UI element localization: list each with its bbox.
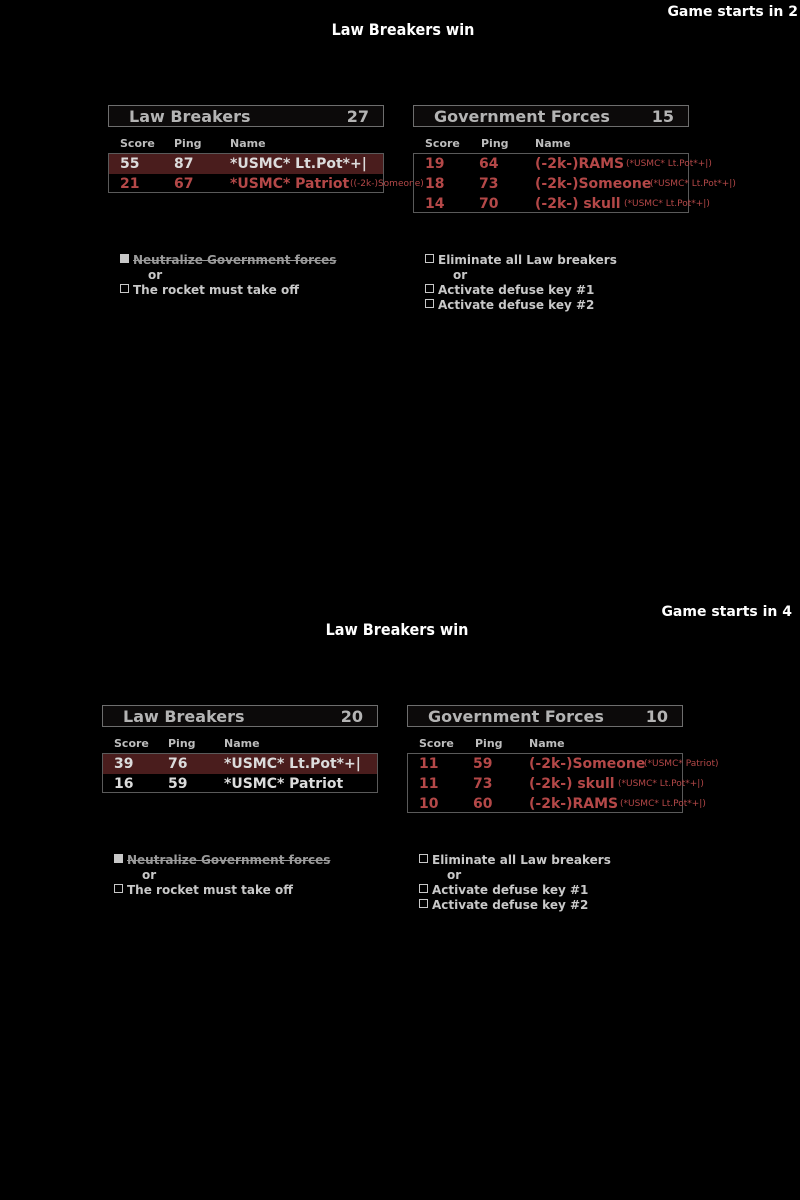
player-row [109,154,383,174]
col-ping: Ping [475,737,503,750]
player-target: (*USMC* Lt.Pot*+|) [626,159,712,169]
lawbreakers-header [108,105,384,127]
player-score: 19 [425,156,445,172]
team-score: 27 [346,107,369,126]
player-ping: 59 [168,776,188,792]
player-row [408,754,719,774]
checkbox-icon [425,284,434,293]
player-ping: 87 [174,156,194,172]
player-score: 18 [425,176,445,192]
player-row [408,774,704,794]
col-name: Name [529,737,565,750]
player-name: (-2k-)RAMS [529,796,619,812]
checkbox-icon [419,899,428,908]
player-ping: 76 [168,756,188,772]
objective-rocket: The rocket must take off [120,283,299,297]
objective-eliminate: Eliminate all Law breakers [425,253,617,267]
player-score: 14 [425,196,445,212]
player-name: *USMC* Lt.Pot*+| [224,756,361,772]
player-score: 11 [419,756,439,772]
or-label: or [453,268,468,282]
government-header [407,705,683,727]
col-name: Name [224,737,260,750]
col-score: Score [120,137,155,150]
col-ping: Ping [174,137,202,150]
team-score: 10 [645,707,668,726]
checkbox-icon [425,299,434,308]
team-score: 15 [651,107,674,126]
checkbox-icon [120,284,129,293]
team-name: Law Breakers [129,107,251,126]
col-score: Score [419,737,454,750]
column-headers [108,137,384,151]
checkbox-icon [114,854,123,863]
win-banner: Law Breakers win [331,20,475,39]
objective-eliminate: Eliminate all Law breakers [419,853,611,867]
col-score: Score [425,137,460,150]
player-row [414,174,736,194]
player-ping: 73 [479,176,499,192]
objective-defuse-1: Activate defuse key #1 [419,883,588,897]
or-label: or [148,268,163,282]
team-name: Government Forces [428,707,604,726]
player-row [109,174,424,194]
player-name: (-2k-) skull [529,776,615,792]
objective-rocket: The rocket must take off [114,883,293,897]
or-label: or [447,868,462,882]
player-score: 39 [114,756,134,772]
player-target: (*USMC* Lt.Pot*+|) [650,179,736,189]
column-headers [102,737,378,751]
player-target: (*USMC* Lt.Pot*+|) [624,199,710,209]
player-ping: 59 [473,756,493,772]
objective-neutralize: Neutralize Government forces [114,853,330,867]
player-ping: 64 [479,156,499,172]
countdown-text: Game starts in 2 [667,4,798,20]
player-name: *USMC* Patriot [224,776,344,792]
team-name: Law Breakers [123,707,245,726]
objective-neutralize: Neutralize Government forces [120,253,336,267]
government-player-list [413,153,736,213]
lawbreakers-header [102,705,378,727]
checkbox-icon [114,884,123,893]
scoreboard-screen-2 [0,600,800,1200]
player-name: *USMC* Lt.Pot*+| [230,156,367,172]
col-name: Name [230,137,266,150]
lawbreakers-player-list [108,153,424,193]
player-ping: 70 [479,196,499,212]
checkbox-icon [419,884,428,893]
player-ping: 73 [473,776,493,792]
player-row [408,794,706,814]
government-player-list [407,753,719,813]
win-banner: Law Breakers win [325,620,469,639]
col-ping: Ping [481,137,509,150]
checkbox-icon [120,254,129,263]
player-score: 16 [114,776,134,792]
player-target: ((-2k-)Someone) [350,179,424,189]
objective-defuse-1: Activate defuse key #1 [425,283,594,297]
countdown-text: Game starts in 4 [661,604,792,620]
col-score: Score [114,737,149,750]
column-headers [407,737,683,751]
player-score: 21 [120,176,140,192]
player-name: *USMC* Patriot [230,176,350,192]
player-name: (-2k-) skull [535,196,621,212]
checkbox-icon [425,254,434,263]
player-name: (-2k-)Someone [535,176,652,192]
player-row [103,754,377,774]
government-header [413,105,689,127]
col-ping: Ping [168,737,196,750]
player-target: (*USMC* Patriot) [644,759,719,769]
player-score: 55 [120,156,140,172]
player-target: (*USMC* Lt.Pot*+|) [620,799,706,809]
player-score: 10 [419,796,439,812]
objective-defuse-2: Activate defuse key #2 [419,898,588,912]
column-headers [413,137,689,151]
team-name: Government Forces [434,107,610,126]
lawbreakers-player-list [102,753,378,793]
player-row [103,774,377,794]
player-row [414,154,712,174]
player-row [414,194,710,214]
objective-defuse-2: Activate defuse key #2 [425,298,594,312]
checkbox-icon [419,854,428,863]
team-score: 20 [340,707,363,726]
player-ping: 60 [473,796,493,812]
player-name: (-2k-)RAMS [535,156,625,172]
or-label: or [142,868,157,882]
player-score: 11 [419,776,439,792]
player-target: (*USMC* Lt.Pot*+|) [618,779,704,789]
player-ping: 67 [174,176,194,192]
player-name: (-2k-)Someone [529,756,646,772]
col-name: Name [535,137,571,150]
